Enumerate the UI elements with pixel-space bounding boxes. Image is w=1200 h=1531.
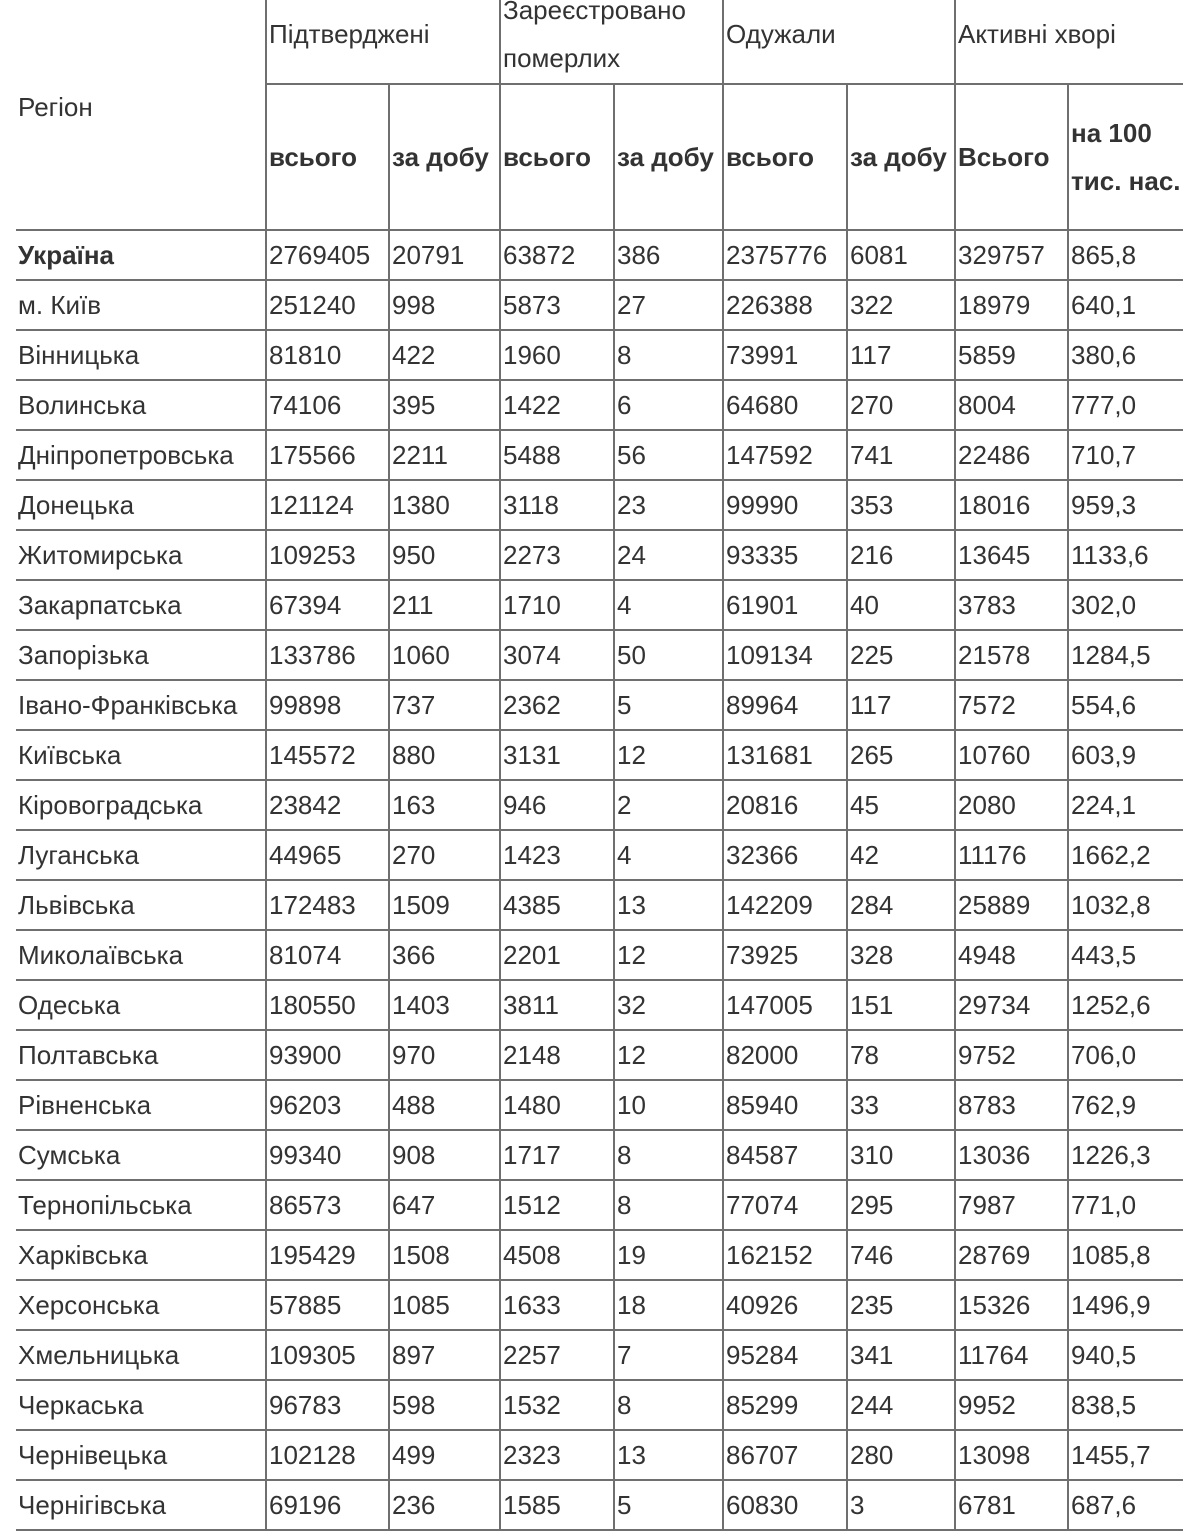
region-cell: Чернігівська [16, 1480, 266, 1530]
region-cell: Львівська [16, 880, 266, 930]
active-per-100k-cell: 865,8 [1068, 230, 1183, 280]
confirmed-total-cell: 175566 [266, 430, 389, 480]
confirmed-total-cell: 251240 [266, 280, 389, 330]
recovered-total-cell: 93335 [723, 530, 847, 580]
table-row [16, 380, 1183, 430]
region-cell: Сумська [16, 1130, 266, 1180]
table-row [16, 730, 1183, 780]
recovered-total-cell: 86707 [723, 1430, 847, 1480]
deaths-total-cell: 1633 [500, 1280, 614, 1330]
confirmed-total-cell: 67394 [266, 580, 389, 630]
active-per-100k-cell: 224,1 [1068, 780, 1183, 830]
region-cell: Івано-Франківська [16, 680, 266, 730]
active-total-cell: 329757 [955, 230, 1068, 280]
table-row [16, 1280, 1183, 1330]
confirmed-daily-cell: 598 [389, 1380, 500, 1430]
active-per-100k-cell: 1284,5 [1068, 630, 1183, 680]
deaths-total-cell: 4385 [500, 880, 614, 930]
subheader-recovered-total: всього [723, 84, 847, 230]
deaths-total-cell: 4508 [500, 1230, 614, 1280]
recovered-daily-cell: 78 [847, 1030, 955, 1080]
confirmed-daily-cell: 1509 [389, 880, 500, 930]
active-total-cell: 21578 [955, 630, 1068, 680]
active-per-100k-cell: 302,0 [1068, 580, 1183, 630]
table-row [16, 1180, 1183, 1230]
subheader-active-per-100k [1068, 84, 1183, 230]
table-row-total [16, 230, 1183, 280]
recovered-total-cell: 147005 [723, 980, 847, 1030]
deaths-daily-cell: 50 [614, 630, 723, 680]
recovered-total-cell: 82000 [723, 1030, 847, 1080]
recovered-daily-cell: 117 [847, 330, 955, 380]
active-per-100k-cell: 687,6 [1068, 1480, 1183, 1530]
region-cell: Україна [16, 230, 266, 280]
recovered-total-cell: 40926 [723, 1280, 847, 1330]
covid-stats-table-wrapper [16, 0, 1183, 1531]
deaths-total-cell: 3074 [500, 630, 614, 680]
table-row [16, 430, 1183, 480]
recovered-total-cell: 64680 [723, 380, 847, 430]
active-total-cell: 7987 [955, 1180, 1068, 1230]
confirmed-daily-cell: 422 [389, 330, 500, 380]
recovered-total-cell: 89964 [723, 680, 847, 730]
recovered-daily-cell: 45 [847, 780, 955, 830]
active-total-cell: 28769 [955, 1230, 1068, 1280]
active-per-100k-cell: 959,3 [1068, 480, 1183, 530]
confirmed-daily-cell: 1085 [389, 1280, 500, 1330]
confirmed-total-cell: 145572 [266, 730, 389, 780]
subheader-active-total: Всього [955, 84, 1068, 230]
active-total-cell: 2080 [955, 780, 1068, 830]
confirmed-total-cell: 96203 [266, 1080, 389, 1130]
deaths-daily-cell: 32 [614, 980, 723, 1030]
recovered-daily-cell: 3 [847, 1480, 955, 1530]
active-total-cell: 6781 [955, 1480, 1068, 1530]
confirmed-daily-cell: 970 [389, 1030, 500, 1080]
recovered-total-cell: 84587 [723, 1130, 847, 1180]
confirmed-total-cell: 96783 [266, 1380, 389, 1430]
region-cell: Київська [16, 730, 266, 780]
confirmed-daily-cell: 236 [389, 1480, 500, 1530]
group-header-deaths-label: Зареєстровано померлих [503, 0, 686, 73]
deaths-daily-cell: 6 [614, 380, 723, 430]
confirmed-total-cell: 109253 [266, 530, 389, 580]
deaths-daily-cell: 4 [614, 580, 723, 630]
deaths-daily-cell: 7 [614, 1330, 723, 1380]
recovered-daily-cell: 40 [847, 580, 955, 630]
active-per-100k-cell: 706,0 [1068, 1030, 1183, 1080]
recovered-daily-cell: 280 [847, 1430, 955, 1480]
confirmed-daily-cell: 499 [389, 1430, 500, 1480]
confirmed-daily-cell: 880 [389, 730, 500, 780]
table-row [16, 1130, 1183, 1180]
deaths-total-cell: 63872 [500, 230, 614, 280]
deaths-daily-cell: 12 [614, 730, 723, 780]
confirmed-total-cell: 44965 [266, 830, 389, 880]
active-total-cell: 7572 [955, 680, 1068, 730]
active-total-cell: 13036 [955, 1130, 1068, 1180]
region-cell: Одеська [16, 980, 266, 1030]
deaths-total-cell: 1717 [500, 1130, 614, 1180]
confirmed-total-cell: 81074 [266, 930, 389, 980]
active-per-100k-cell: 1226,3 [1068, 1130, 1183, 1180]
deaths-daily-cell: 4 [614, 830, 723, 880]
active-total-cell: 25889 [955, 880, 1068, 930]
deaths-total-cell: 3811 [500, 980, 614, 1030]
confirmed-total-cell: 23842 [266, 780, 389, 830]
deaths-total-cell: 2273 [500, 530, 614, 580]
table-row [16, 530, 1183, 580]
deaths-daily-cell: 56 [614, 430, 723, 480]
deaths-total-cell: 2323 [500, 1430, 614, 1480]
confirmed-total-cell: 86573 [266, 1180, 389, 1230]
deaths-total-cell: 1422 [500, 380, 614, 430]
recovered-total-cell: 226388 [723, 280, 847, 330]
recovered-total-cell: 142209 [723, 880, 847, 930]
recovered-daily-cell: 216 [847, 530, 955, 580]
recovered-daily-cell: 270 [847, 380, 955, 430]
confirmed-total-cell: 74106 [266, 380, 389, 430]
active-per-100k-cell: 838,5 [1068, 1380, 1183, 1430]
table-row [16, 1080, 1183, 1130]
group-header-confirmed: Підтверджені [266, 0, 500, 84]
subheader-deaths-daily: за добу [614, 84, 723, 230]
confirmed-total-cell: 99340 [266, 1130, 389, 1180]
region-cell: Херсонська [16, 1280, 266, 1330]
active-per-100k-cell: 1662,2 [1068, 830, 1183, 880]
region-cell: Тернопільська [16, 1180, 266, 1230]
recovered-total-cell: 32366 [723, 830, 847, 880]
table-row [16, 780, 1183, 830]
confirmed-daily-cell: 163 [389, 780, 500, 830]
region-cell: Вінницька [16, 330, 266, 380]
table-body [16, 230, 1183, 1530]
recovered-daily-cell: 741 [847, 430, 955, 480]
table-row [16, 930, 1183, 980]
recovered-total-cell: 73991 [723, 330, 847, 380]
confirmed-daily-cell: 211 [389, 580, 500, 630]
deaths-total-cell: 1960 [500, 330, 614, 380]
confirmed-daily-cell: 366 [389, 930, 500, 980]
deaths-total-cell: 1480 [500, 1080, 614, 1130]
recovered-total-cell: 162152 [723, 1230, 847, 1280]
recovered-total-cell: 61901 [723, 580, 847, 630]
region-cell: Миколаївська [16, 930, 266, 980]
recovered-daily-cell: 746 [847, 1230, 955, 1280]
recovered-total-cell: 85940 [723, 1080, 847, 1130]
region-cell: м. Київ [16, 280, 266, 330]
confirmed-daily-cell: 1508 [389, 1230, 500, 1280]
recovered-total-cell: 147592 [723, 430, 847, 480]
active-per-100k-cell: 777,0 [1068, 380, 1183, 430]
confirmed-total-cell: 133786 [266, 630, 389, 680]
table-row [16, 280, 1183, 330]
deaths-total-cell: 3118 [500, 480, 614, 530]
confirmed-daily-cell: 1060 [389, 630, 500, 680]
active-per-100k-cell: 1496,9 [1068, 1280, 1183, 1330]
active-per-100k-cell: 640,1 [1068, 280, 1183, 330]
confirmed-total-cell: 102128 [266, 1430, 389, 1480]
confirmed-total-cell: 195429 [266, 1230, 389, 1280]
deaths-daily-cell: 13 [614, 880, 723, 930]
deaths-total-cell: 1423 [500, 830, 614, 880]
deaths-daily-cell: 27 [614, 280, 723, 330]
confirmed-daily-cell: 1403 [389, 980, 500, 1030]
recovered-daily-cell: 225 [847, 630, 955, 680]
recovered-daily-cell: 265 [847, 730, 955, 780]
header-group-row [16, 0, 1183, 84]
recovered-daily-cell: 328 [847, 930, 955, 980]
deaths-daily-cell: 13 [614, 1430, 723, 1480]
region-cell: Кіровоградська [16, 780, 266, 830]
recovered-total-cell: 60830 [723, 1480, 847, 1530]
recovered-total-cell: 77074 [723, 1180, 847, 1230]
deaths-daily-cell: 12 [614, 1030, 723, 1080]
active-total-cell: 3783 [955, 580, 1068, 630]
table-header [16, 0, 1183, 230]
active-per-100k-cell: 1455,7 [1068, 1430, 1183, 1480]
recovered-total-cell: 20816 [723, 780, 847, 830]
active-total-cell: 15326 [955, 1280, 1068, 1330]
recovered-total-cell: 99990 [723, 480, 847, 530]
region-cell: Луганська [16, 830, 266, 880]
recovered-daily-cell: 235 [847, 1280, 955, 1330]
deaths-total-cell: 946 [500, 780, 614, 830]
active-per-100k-cell: 762,9 [1068, 1080, 1183, 1130]
active-total-cell: 13098 [955, 1430, 1068, 1480]
recovered-total-cell: 109134 [723, 630, 847, 680]
active-per-100k-cell: 771,0 [1068, 1180, 1183, 1230]
deaths-total-cell: 2362 [500, 680, 614, 730]
active-total-cell: 11176 [955, 830, 1068, 880]
table-row [16, 1330, 1183, 1380]
covid-stats-table [16, 0, 1183, 1531]
subheader-confirmed-total: всього [266, 84, 389, 230]
active-total-cell: 5859 [955, 330, 1068, 380]
deaths-total-cell: 2201 [500, 930, 614, 980]
confirmed-total-cell: 121124 [266, 480, 389, 530]
active-total-cell: 8004 [955, 380, 1068, 430]
active-total-cell: 29734 [955, 980, 1068, 1030]
region-cell: Чернівецька [16, 1430, 266, 1480]
recovered-daily-cell: 117 [847, 680, 955, 730]
active-total-cell: 18016 [955, 480, 1068, 530]
region-cell: Донецька [16, 480, 266, 530]
deaths-daily-cell: 12 [614, 930, 723, 980]
table-row [16, 630, 1183, 680]
recovered-total-cell: 73925 [723, 930, 847, 980]
deaths-daily-cell: 5 [614, 1480, 723, 1530]
table-row [16, 680, 1183, 730]
region-cell: Запорізька [16, 630, 266, 680]
confirmed-daily-cell: 737 [389, 680, 500, 730]
active-total-cell: 10760 [955, 730, 1068, 780]
recovered-daily-cell: 295 [847, 1180, 955, 1230]
confirmed-total-cell: 99898 [266, 680, 389, 730]
confirmed-total-cell: 180550 [266, 980, 389, 1030]
recovered-daily-cell: 322 [847, 280, 955, 330]
deaths-daily-cell: 18 [614, 1280, 723, 1330]
active-per-100k-cell: 1133,6 [1068, 530, 1183, 580]
region-cell: Полтавська [16, 1030, 266, 1080]
deaths-daily-cell: 10 [614, 1080, 723, 1130]
active-total-cell: 9952 [955, 1380, 1068, 1430]
active-per-100k-cell: 1032,8 [1068, 880, 1183, 930]
confirmed-daily-cell: 2211 [389, 430, 500, 480]
confirmed-total-cell: 172483 [266, 880, 389, 930]
table-row [16, 980, 1183, 1030]
deaths-total-cell: 2148 [500, 1030, 614, 1080]
active-total-cell: 18979 [955, 280, 1068, 330]
confirmed-total-cell: 93900 [266, 1030, 389, 1080]
region-cell: Дніпропетровська [16, 430, 266, 480]
table-row [16, 1030, 1183, 1080]
recovered-daily-cell: 341 [847, 1330, 955, 1380]
table-row [16, 480, 1183, 530]
recovered-daily-cell: 151 [847, 980, 955, 1030]
table-row [16, 1230, 1183, 1280]
recovered-total-cell: 2375776 [723, 230, 847, 280]
confirmed-daily-cell: 950 [389, 530, 500, 580]
active-total-cell: 4948 [955, 930, 1068, 980]
subheader-deaths-total: всього [500, 84, 614, 230]
active-per-100k-cell: 443,5 [1068, 930, 1183, 980]
subheader-recovered-daily: за добу [847, 84, 955, 230]
confirmed-total-cell: 2769405 [266, 230, 389, 280]
region-cell: Хмельницька [16, 1330, 266, 1380]
active-per-100k-cell: 554,6 [1068, 680, 1183, 730]
deaths-daily-cell: 386 [614, 230, 723, 280]
active-per-100k-cell: 710,7 [1068, 430, 1183, 480]
confirmed-daily-cell: 897 [389, 1330, 500, 1380]
active-per-100k-cell: 940,5 [1068, 1330, 1183, 1380]
confirmed-daily-cell: 1380 [389, 480, 500, 530]
confirmed-daily-cell: 20791 [389, 230, 500, 280]
recovered-daily-cell: 353 [847, 480, 955, 530]
deaths-daily-cell: 8 [614, 1380, 723, 1430]
active-total-cell: 11764 [955, 1330, 1068, 1380]
deaths-total-cell: 3131 [500, 730, 614, 780]
group-header-active: Активні хворі [955, 0, 1183, 84]
confirmed-daily-cell: 647 [389, 1180, 500, 1230]
recovered-daily-cell: 244 [847, 1380, 955, 1430]
recovered-daily-cell: 310 [847, 1130, 955, 1180]
active-total-cell: 22486 [955, 430, 1068, 480]
recovered-daily-cell: 284 [847, 880, 955, 930]
region-cell: Рівненська [16, 1080, 266, 1130]
deaths-total-cell: 1532 [500, 1380, 614, 1430]
table-row [16, 1480, 1183, 1530]
confirmed-daily-cell: 488 [389, 1080, 500, 1130]
active-total-cell: 9752 [955, 1030, 1068, 1080]
confirmed-daily-cell: 998 [389, 280, 500, 330]
active-per-100k-cell: 603,9 [1068, 730, 1183, 780]
region-cell: Черкаська [16, 1380, 266, 1430]
active-total-cell: 13645 [955, 530, 1068, 580]
recovered-total-cell: 85299 [723, 1380, 847, 1430]
active-per-100k-cell: 1252,6 [1068, 980, 1183, 1030]
recovered-daily-cell: 6081 [847, 230, 955, 280]
deaths-total-cell: 2257 [500, 1330, 614, 1380]
active-per-100k-cell: 380,6 [1068, 330, 1183, 380]
deaths-daily-cell: 23 [614, 480, 723, 530]
table-row [16, 830, 1183, 880]
region-cell: Волинська [16, 380, 266, 430]
confirmed-daily-cell: 395 [389, 380, 500, 430]
table-row [16, 880, 1183, 930]
subheader-active-per-100k-label: на 100 тис. нас. [1071, 118, 1181, 196]
region-header: Регіон [16, 0, 266, 230]
region-cell: Харківська [16, 1230, 266, 1280]
recovered-total-cell: 131681 [723, 730, 847, 780]
region-cell: Житомирська [16, 530, 266, 580]
recovered-daily-cell: 33 [847, 1080, 955, 1130]
confirmed-total-cell: 57885 [266, 1280, 389, 1330]
group-header-deaths [500, 0, 723, 84]
deaths-daily-cell: 2 [614, 780, 723, 830]
recovered-total-cell: 95284 [723, 1330, 847, 1380]
deaths-daily-cell: 5 [614, 680, 723, 730]
deaths-daily-cell: 19 [614, 1230, 723, 1280]
active-per-100k-cell: 1085,8 [1068, 1230, 1183, 1280]
deaths-daily-cell: 8 [614, 1180, 723, 1230]
deaths-daily-cell: 8 [614, 330, 723, 380]
deaths-total-cell: 1710 [500, 580, 614, 630]
region-cell: Закарпатська [16, 580, 266, 630]
table-row [16, 1430, 1183, 1480]
confirmed-daily-cell: 270 [389, 830, 500, 880]
table-row [16, 1380, 1183, 1430]
deaths-total-cell: 5873 [500, 280, 614, 330]
subheader-confirmed-daily: за добу [389, 84, 500, 230]
confirmed-daily-cell: 908 [389, 1130, 500, 1180]
deaths-daily-cell: 8 [614, 1130, 723, 1180]
deaths-total-cell: 5488 [500, 430, 614, 480]
recovered-daily-cell: 42 [847, 830, 955, 880]
active-total-cell: 8783 [955, 1080, 1068, 1130]
confirmed-total-cell: 81810 [266, 330, 389, 380]
deaths-total-cell: 1512 [500, 1180, 614, 1230]
deaths-daily-cell: 24 [614, 530, 723, 580]
deaths-total-cell: 1585 [500, 1480, 614, 1530]
table-row [16, 330, 1183, 380]
group-header-recovered: Одужали [723, 0, 955, 84]
confirmed-total-cell: 109305 [266, 1330, 389, 1380]
confirmed-total-cell: 69196 [266, 1480, 389, 1530]
table-row [16, 580, 1183, 630]
